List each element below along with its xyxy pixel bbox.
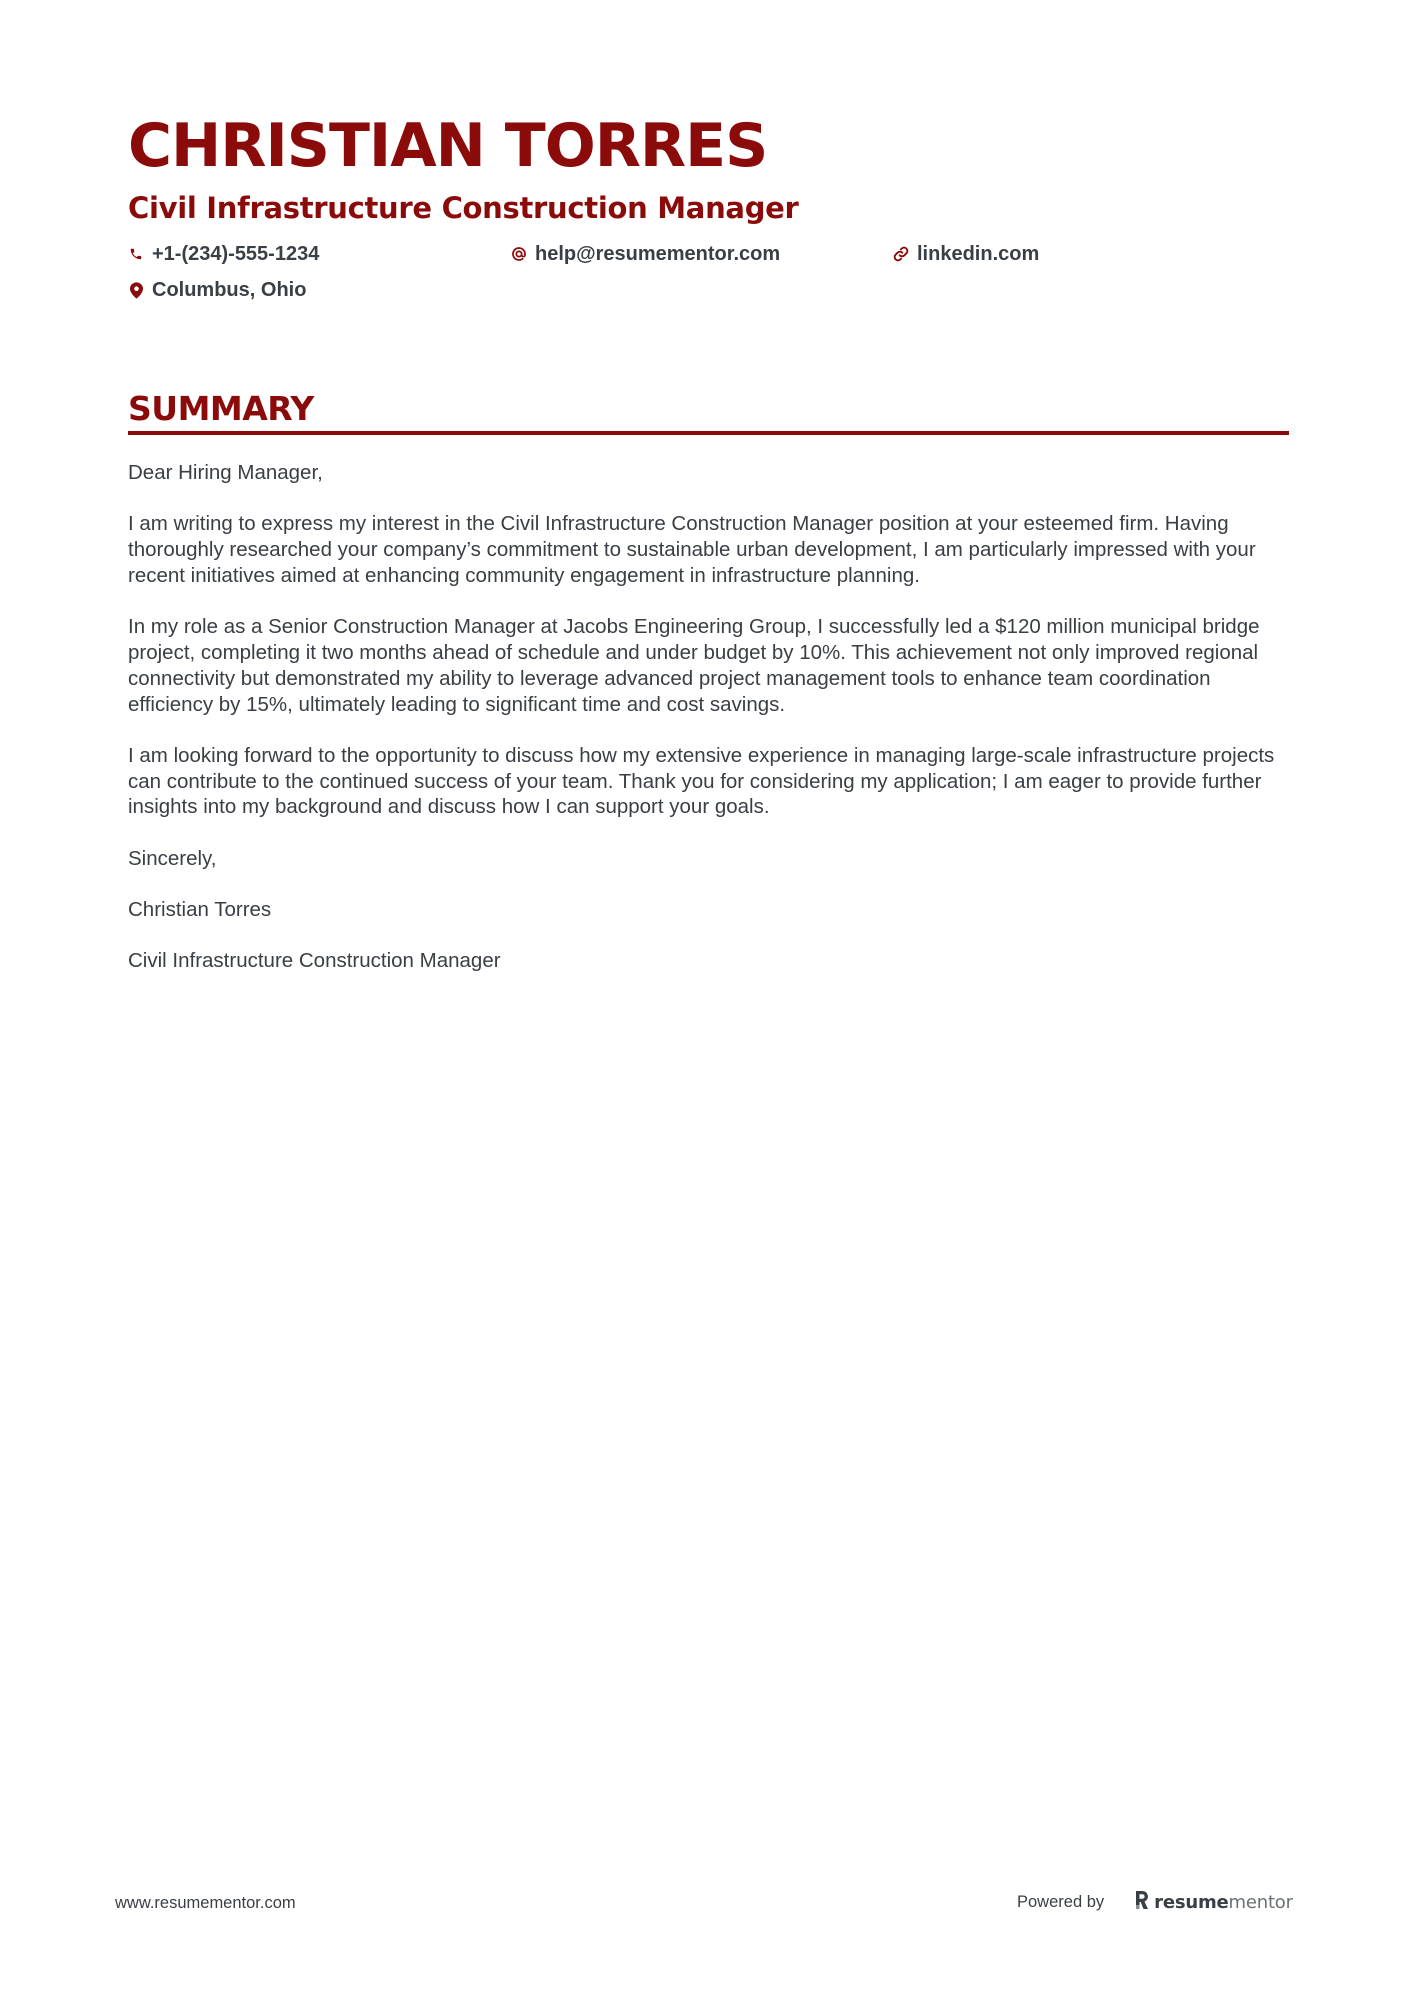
at-sign-icon [511, 245, 527, 263]
closing: Sincerely, [128, 846, 217, 870]
map-pin-icon [128, 281, 144, 299]
summary-heading: SUMMARY [128, 389, 314, 428]
candidate-name: CHRISTIAN TORRES [128, 111, 768, 181]
powered-by-label: Powered by [1017, 1892, 1105, 1911]
resumementor-logo-icon [1134, 1890, 1150, 1915]
letter-paragraph: I am writing to express my interest in the Civil Infrastructure Construction Manager position at your esteemed firm. Having thoroughly researched your company’s commitment to sustainable urban development, I am particularly impressed with your recent initiatives aimed at enhancing community engagement in infrastructure planning. [128, 512, 1256, 587]
brand-name-bold: resume [1154, 1891, 1229, 1913]
letter-paragraph: I am looking forward to the opportunity to discuss how my extensive experience in managing large-scale infrastructure projects can contribute to the continued success of your team. Thank you for considering my application; I am eager to provide further insights into my background and discuss how I can support your goals. [128, 743, 1275, 819]
contact-email-text: help@resumementor.com [535, 242, 781, 265]
brand-name-light: mentor [1228, 1891, 1293, 1913]
salutation: Dear Hiring Manager, [128, 461, 323, 484]
footer-branding [1017, 1887, 1293, 1917]
contact-location [128, 275, 306, 305]
letter-paragraph: In my role as a Senior Construction Manager at Jacobs Engineering Group, I successfully led a $120 million municipal bridge project, completing it two months ahead of schedule and under budget by 10%. This achievement not only improved regional connectivity but demonstrated my ability to leverage advanced project management tools to enhance team coordination efficiency by 15%, ultimately leading to significant time and cost savings. [128, 615, 1260, 716]
contact-location-text: Columbus, Ohio [152, 278, 307, 301]
link-icon [893, 245, 909, 263]
contact-website-text: linkedin.com [917, 242, 1040, 265]
section-divider [128, 431, 1289, 435]
contact-website[interactable] [893, 239, 1039, 269]
contact-phone-text: +1-(234)-555-1234 [152, 242, 320, 265]
brand-logo[interactable] [1134, 1890, 1293, 1915]
phone-icon [128, 245, 144, 263]
letter-body [128, 460, 1298, 1000]
contact-email[interactable] [511, 239, 780, 269]
contact-phone[interactable] [128, 239, 319, 269]
signature-name: Christian Torres [128, 898, 272, 922]
signature-title: Civil Infrastructure Construction Manager [128, 949, 501, 973]
footer-website-link[interactable]: www.resumementor.com [115, 1894, 296, 1912]
candidate-job-title: Civil Infrastructure Construction Manager [128, 191, 799, 225]
